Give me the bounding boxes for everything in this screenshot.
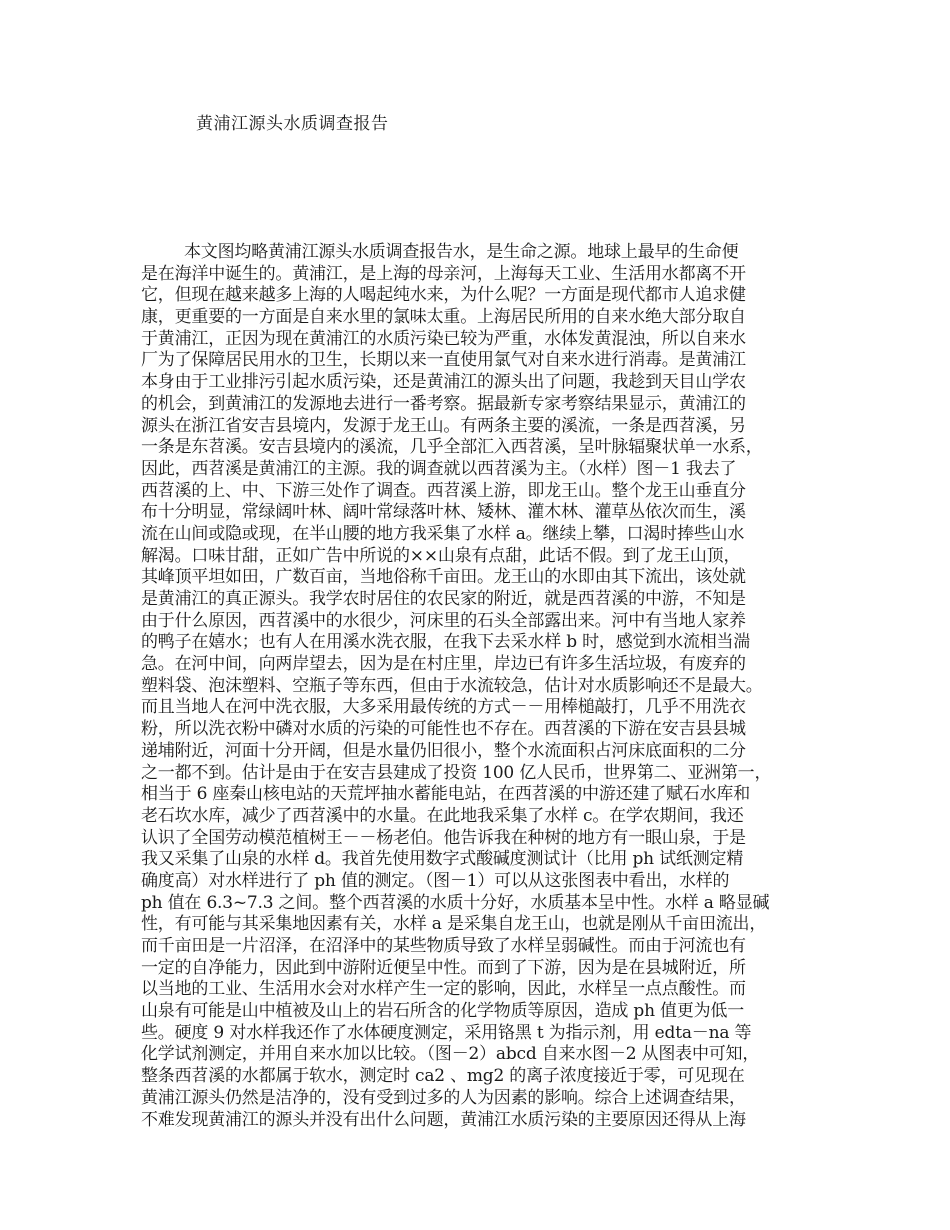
- body-line: 的鸭子在嬉水；也有人在用溪水洗衣服，在我下去采水样 b 时，感觉到水流相当湍: [141, 632, 751, 653]
- body-line: 本文图均略黄浦江源头水质调查报告水，是生命之源。地球上最早的生命便: [184, 242, 739, 262]
- body-line: 黄浦江源头仍然是洁净的，没有受到过多的人为因素的影响。综合上述调查结果，: [141, 1087, 746, 1108]
- body-line: 解渴。口味甘甜，正如广告中所说的××山泉有点甜，此话不假。到了龙王山顶，: [141, 545, 741, 566]
- body-line: 于黄浦江，正因为现在黄浦江的水质污染已较为严重，水体发黄混浊，所以自来水: [141, 328, 746, 349]
- body-line: 以当地的工业、生活用水会对水样产生一定的影响，因此，水样呈一点点酸性。而: [141, 979, 746, 1000]
- body-line: 是黄浦江的真正源头。我学农时居住的农民家的附近，就是西苕溪的中游，不知是: [141, 589, 746, 609]
- body-line: 不难发现黄浦江的源头并没有出什么问题，黄浦江水质污染的主要原因还得从上海: [141, 1109, 746, 1130]
- body-line: 我又采集了山泉的水样 d。我首先使用数字式酸碱度测试计（比用 ph 试纸测定精: [141, 849, 744, 870]
- body-line: 而且当地人在河中洗衣服，大多采用最传统的方式－－用棒槌敲打，几乎不用洗衣: [141, 697, 746, 718]
- body-line: 布十分明显，常绿阔叶林、阔叶常绿落叶林、矮林、灌木林、灌草丛依次而生，溪: [141, 502, 746, 523]
- body-line: 的机会，到黄浦江的发源地去进行一番考察。据最新专家考察结果显示，黄浦江的: [141, 393, 746, 414]
- body-line: 老石坎水库，减少了西苕溪中的水量。在此地我采集了水样 c。在学农期间，我还: [141, 805, 744, 826]
- body-line: 厂为了保障居民用水的卫生，长期以来一直使用氯气对自来水进行消毒。是黄浦江: [141, 350, 746, 371]
- body-line: 而千亩田是一片沼泽，在沼泽中的某些物质导致了水样呈弱碱性。而由于河流也有: [141, 936, 746, 956]
- body-line: 认识了全国劳动模范植树王－－杨老伯。他告诉我在种树的地方有一眼山泉，于是: [141, 827, 746, 848]
- body-line: 性，有可能与其采集地因素有关，水样 a 是采集自龙王山，也就是刚从千亩田流出，: [141, 914, 767, 935]
- body-line: 化学试剂测定，并用自来水加以比较。（图－2）abcd 自来水图－2 从图表中可知，: [141, 1044, 760, 1065]
- document-title: 黄浦江源头水质调查报告: [196, 114, 389, 134]
- body-line: 由于什么原因，西苕溪中的水很少，河床里的石头全部露出来。河中有当地人家养: [141, 610, 746, 631]
- body-line: 一条是东苕溪。安吉县境内的溪流，几乎全部汇入西苕溪，呈叶脉辐聚状单一水系，: [141, 437, 763, 458]
- body-line: 相当于 6 座秦山核电站的天荒坪抽水蓄能电站，在西苕溪的中游还建了赋石水库和: [141, 784, 751, 805]
- body-line: 急。在河中间，向两岸望去，因为是在村庄里，岸边已有许多生活垃圾，有废弃的: [141, 654, 746, 675]
- body-line: 西苕溪的上、中、下游三处作了调查。西苕溪上游，即龙王山。整个龙王山垂直分: [141, 480, 746, 501]
- body-line: 塑料袋、泡沫塑料、空瓶子等东西，但由于水流较急，估计对水质影响还不是最大。: [141, 675, 763, 696]
- body-line: 流在山间或隐或现，在半山腰的地方我采集了水样 a。继续上攀，口渴时捧些山水: [141, 523, 745, 544]
- body-line: 之一都不到。估计是由于在安吉县建成了投资 100 亿人民币，世界第二、亚洲第一，: [141, 762, 772, 783]
- body-line: 山泉有可能是山中植被及山上的岩石所含的化学物质等原因，造成 ph 值更为低一: [141, 1001, 745, 1022]
- body-line: 粉，所以洗衣粉中磷对水质的污染的可能性也不存在。西苕溪的下游在安吉县县城: [141, 719, 746, 740]
- body-line: 递埔附近，河面十分开阔，但是水量仍旧很小，整个水流面积占河床底面积的二分: [141, 740, 746, 761]
- body-line: 些。硬度 9 对水样我还作了水体硬度测定，采用铬黑 t 为指示剂，用 edta－na 等: [141, 1022, 752, 1043]
- body-line: 它，但现在越来越多上海的人喝起纯水来，为什么呢？一方面是现代都市人追求健: [141, 285, 746, 306]
- body-line: 因此，西苕溪是黄浦江的主源。我的调查就以西苕溪为主。（水样）图－1 我去了: [141, 458, 737, 479]
- body-line: 其峰顶平坦如田，广数百亩，当地俗称千亩田。龙王山的水即由其下流出，该处就: [141, 567, 746, 588]
- body-line: 康，更重要的一方面是自来水里的氯味太重。上海居民所用的自来水绝大部分取自: [141, 307, 746, 328]
- body-line: ph 值在 6.3~7.3 之间。整个西苕溪的水质十分好，水质基本呈中性。水样 a 略显碱: [141, 892, 770, 913]
- body-line: 确度高）对水样进行了 ph 值的测定。（图－1）可以从这张图表中看出，水样的: [141, 870, 730, 891]
- body-line: 源头在浙江省安吉县境内，发源于龙王山。有两条主要的溪流，一条是西苕溪，另: [141, 415, 746, 436]
- body-line: 本身由于工业排污引起水质污染，还是黄浦江的源头出了问题，我趁到天目山学农: [141, 372, 746, 393]
- body-line: 一定的自净能力，因此到中游附近便呈中性。而到了下游，因为是在县城附近，所: [141, 957, 746, 978]
- document-body: [141, 242, 821, 1131]
- body-line: 整条西苕溪的水都属于软水，测定时 ca2 、mg2 的离子浓度接近于零，可见现在: [141, 1066, 745, 1087]
- body-line: 是在海洋中诞生的。黄浦江，是上海的母亲河，上海每天工业、生活用水都离不开: [141, 263, 746, 284]
